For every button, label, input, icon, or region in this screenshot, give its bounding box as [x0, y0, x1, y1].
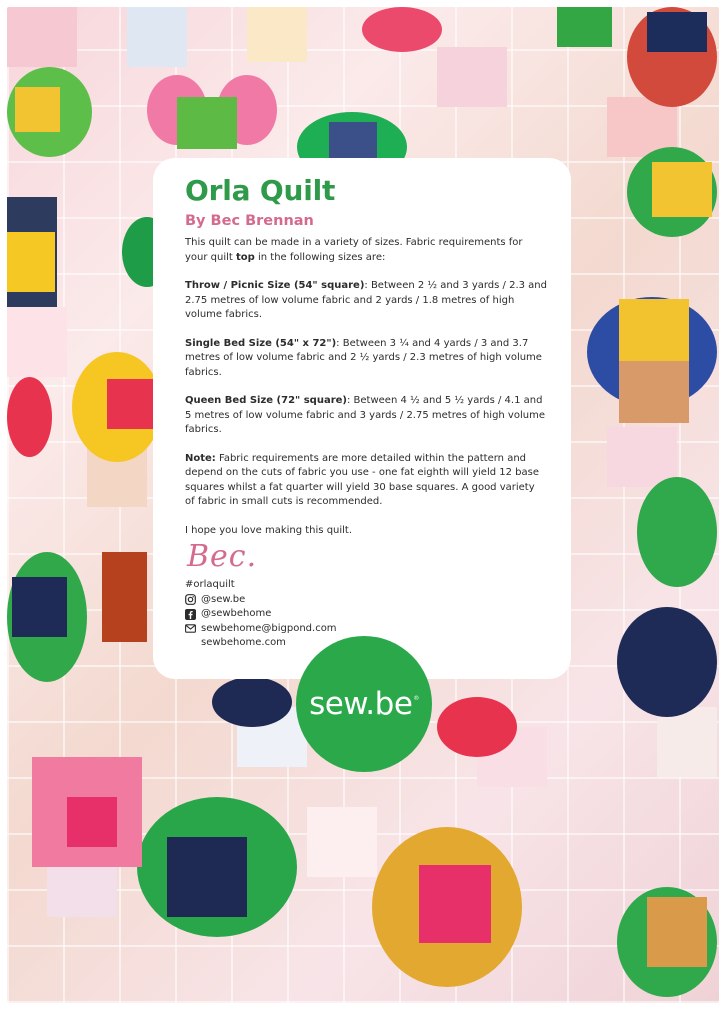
facebook-handle: @sewbehome	[201, 608, 272, 619]
note-paragraph	[185, 452, 547, 510]
signature: Bec.	[187, 539, 258, 574]
author-byline: By Bec Brennan	[185, 213, 314, 229]
info-card	[153, 158, 571, 679]
quilt-patch	[307, 807, 377, 877]
quilt-patch	[419, 865, 491, 943]
quilt-patch	[177, 97, 237, 149]
quilt-patch	[107, 379, 157, 429]
queen-size-paragraph	[185, 394, 547, 438]
email-row[interactable]	[185, 622, 547, 637]
quilt-petal	[617, 607, 717, 717]
intro-bold: top	[236, 251, 255, 263]
quilt-patch	[127, 7, 187, 67]
single-size-text: : Between 3 ¼ and 4 yards / 3 and 3.7 metres of low volume fabric and 2 ½ yards / 2.3 metres of high volume fabrics.	[185, 337, 542, 378]
intro-text-end: in the following sizes are:	[254, 251, 386, 263]
sewbe-logo	[296, 636, 432, 772]
page-title: Orla Quilt	[185, 174, 336, 207]
queen-size-label: Queen Bed Size (72" square)	[185, 395, 347, 406]
quilt-patch	[102, 552, 147, 642]
instagram-icon	[185, 594, 196, 605]
note-label: Note:	[185, 452, 216, 464]
closing-line: I hope you love making this quilt.	[185, 524, 353, 536]
hashtag: #orlaquilt	[185, 579, 235, 590]
quilt-patch	[437, 47, 507, 107]
quilt-patch	[167, 837, 247, 917]
quilt-petal	[437, 697, 517, 757]
quilt-patch	[657, 707, 717, 777]
note-text: Fabric requirements are more detailed within the pattern and depend on the cuts of fabric you use - one fat eighth will yield 12 base squares whilst a fat quarter will yield 30 base squares. A good variety of fabric in small cuts is recommended.	[185, 452, 540, 507]
quilt-patch	[7, 307, 67, 377]
quilt-patch	[7, 232, 55, 292]
facebook-row[interactable]	[185, 607, 547, 622]
quilt-petal	[637, 477, 717, 587]
registered-mark: ®	[413, 694, 419, 702]
website-link[interactable]: sewbehome.com	[201, 637, 286, 648]
email-icon	[185, 623, 196, 634]
quilt-patch	[12, 577, 67, 637]
single-size-paragraph	[185, 337, 547, 381]
quilt-patch	[15, 87, 60, 132]
quilt-patch	[652, 162, 712, 217]
quilt-patch	[7, 7, 77, 67]
instagram-handle: @sew.be	[201, 593, 246, 605]
instagram-row[interactable]	[185, 593, 547, 608]
throw-size-label: Throw / Picnic Size (54" square)	[185, 280, 365, 291]
quilt-patch	[647, 897, 707, 967]
throw-size-paragraph	[185, 279, 547, 323]
quilt-patch	[619, 361, 689, 423]
quilt-petal	[212, 677, 292, 727]
quilt-patch	[557, 7, 612, 47]
quilt-patch	[619, 299, 689, 361]
queen-size-text: : Between 4 ½ and 5 ½ yards / 4.1 and 5 metres of low volume fabric and 3 yards / 2.75 metres of high volume fabrics.	[185, 395, 545, 435]
facebook-icon	[185, 609, 196, 620]
intro-text: This quilt can be made in a variety of sizes. Fabric requirements for your quilt	[185, 237, 523, 263]
quilt-petal	[7, 377, 52, 457]
quilt-patch	[647, 12, 707, 52]
quilt-patch	[67, 797, 117, 847]
single-size-label: Single Bed Size (54" x 72")	[185, 337, 337, 349]
throw-size-text: : Between 2 ½ and 3 yards / 2.3 and 2.75 metres of low volume fabric and 2 yards / 1.8 metres of high volume fabrics.	[185, 280, 547, 320]
quilt-petal	[362, 7, 442, 52]
logo-text: sew.be	[309, 686, 413, 722]
email-address: sewbehome@bigpond.com	[201, 622, 337, 634]
quilt-patch	[247, 7, 307, 62]
intro-paragraph	[185, 236, 547, 265]
